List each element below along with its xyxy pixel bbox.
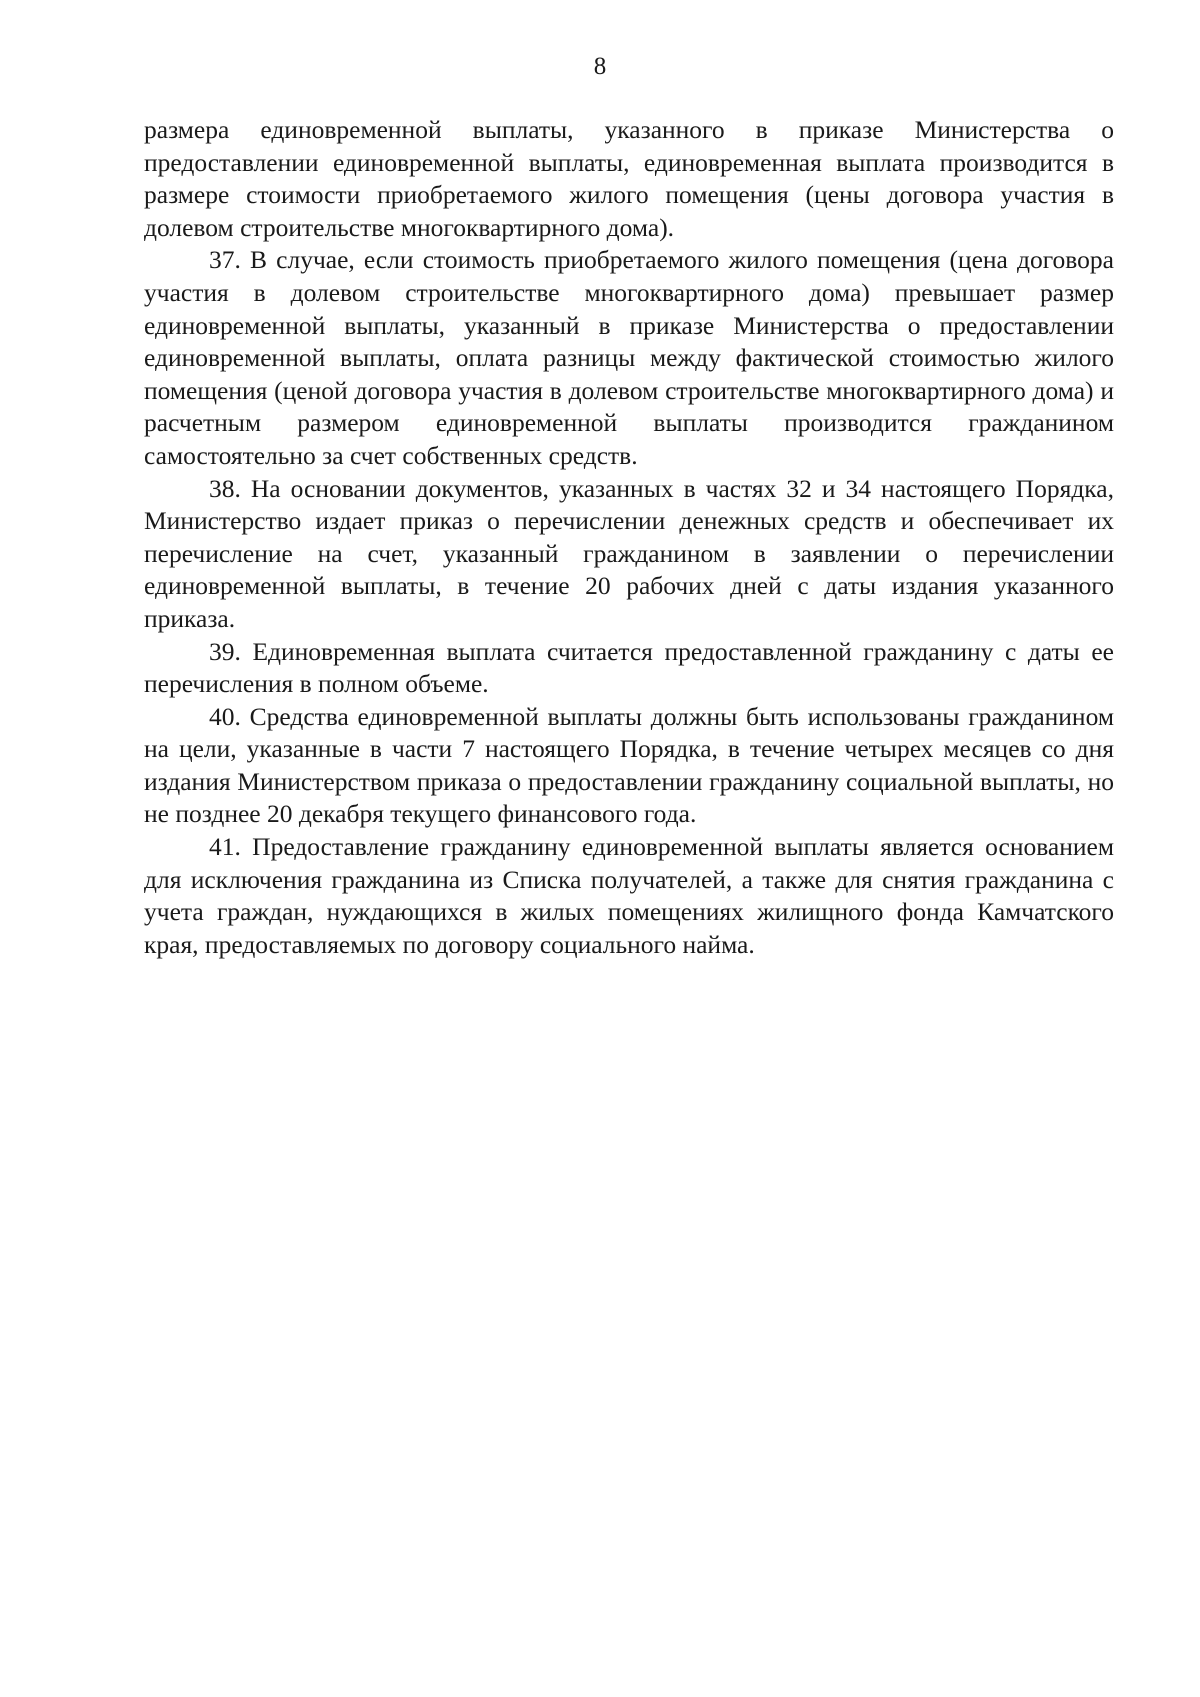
paragraph-38: 38. На основании документов, указанных в частях 32 и 34 настоящего Порядка, Министерство издает приказ о перечислении денежных средств и обеспечивает их перечисление на счет, указанный гражданином в заявлении о перечислении единовременной выплаты, в течение 20 рабочих дней с даты издания указанного приказа. <box>144 473 1114 633</box>
document-body <box>144 114 1114 961</box>
paragraph-37: 37. В случае, если стоимость приобретаемого жилого помещения (цена договора участия в долевом строительстве многоквартирного дома) превышает размер единовременной выплаты, указанный в приказе Министерства о предоставлении единовременной выплаты, оплата разницы между фактической стоимостью жилого помещения (ценой договора участия в долевом строительстве многоквартирного дома) и расчетным размером единовременной выплаты производится гражданином самостоятельно за счет собственных средств. <box>144 245 1114 470</box>
paragraph-continuation: размера единовременной выплаты, указанного в приказе Министерства о предоставлении единовременной выплаты, единовременная выплата производится в размере стоимости приобретаемого жилого помещения (цены договора участия в долевом строительстве многоквартирного дома). <box>144 115 1114 242</box>
paragraph-39: 39. Единовременная выплата считается предоставленной гражданину с даты ее перечисления в полном объеме. <box>144 636 1114 699</box>
paragraph-41: 41. Предоставление гражданину единовременной выплаты является основанием для исключения гражданина из Списка получателей, а также для снятия гражданина с учета граждан, нуждающихся в жилых помещениях жилищного фонда Камчатского края, предоставляемых по договору социального найма. <box>144 832 1114 959</box>
paragraph-40: 40. Средства единовременной выплаты должны быть использованы гражданином на цели, указанные в части 7 настоящего Порядка, в течение четырех месяцев со дня издания Министерством приказа о предоставлении гражданину социальной выплаты, но не позднее 20 декабря текущего финансового года. <box>144 701 1114 829</box>
page-number: 8 <box>593 53 607 80</box>
